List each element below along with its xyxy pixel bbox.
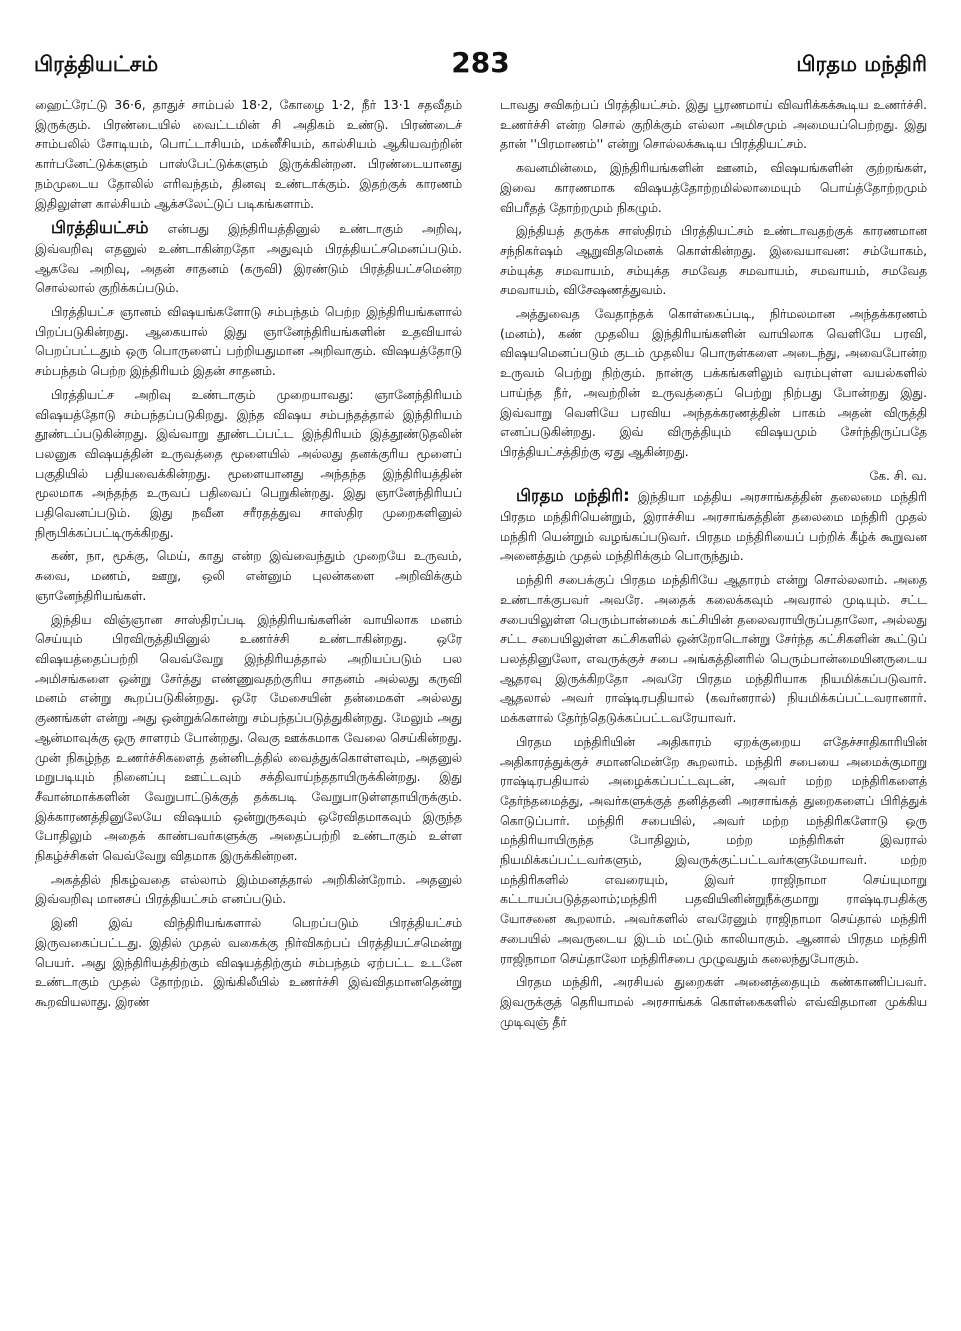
paragraph: இந்திய விஞ்ஞான சாஸ்திரப்படி இந்திரியங்களின் வாயிலாக மனம் செய்யும் பிரவிருத்தியினுல் உணர்ச்சி உண்டாகின்றது. ஒரே விஷயத்தைப்பற்றி வெவ்வேறு இந்திரியத்தால் அறியப்படும் பல அமிசங்களை ஒன்று சேர்த்து எண்ணுவதற்குரிய சாதனம் அல்லது கருவி மனம் என்று கூறப்படுகின்றது. ஒரே மேசையின் தன்மைகள் அல்லது குணங்கள் என்று அது ஒன்றுக்கொன்று சம்பந்தப்படுத்துகின்றது. மேலும் அது ஆன்மாவுக்கு ஒரு சாளரம் போன்றது. வெகு ஊக்கமாக வேலை செய்கின்றது. முன் நிகழ்ந்த உணர்ச்சிகளைத் தன்னிடத்தில் வைத்துக்கொள்ளவும், அதனுல் மறுபடியும் நினைப்பு ஊட்டவும் சக்திவாய்ந்ததாயிருக்கின்றது. இது சீவான்மாக்களின் வேறுபாட்டுக்குத் தக்கபடி வேறுபாடுள்ளதாயிருக்கும். இக்காரணத்தினுலேயே விஷயம் ஒன்றுருகவும் ஒரேவிதமாகவும் இருந்த போதிலும் அதைக் காண்பவர்களுக்கு அதைப்பற்றி உண்டாகும் உள்ள நிகழ்ச்சிகள் வெவ்வேறு விதமாக இருக்கின்றன. bbox=[35, 612, 462, 864]
paragraph: பிரத்தியட்ச ஞானம் விஷயங்களோடு சம்பந்தம் பெற்ற இந்திரியங்களால் பிறப்படுகின்றது. ஆகையால் இது ஞானேந்திரியங்களின் உதவியால் பெறப்பட்டதும் ஒரு பொருளைப் பற்றியதுமான அறிவாகும். விஷயத்தோடு சம்பந்தம் பெற்ற இந்திரியம் இதன் சாதனம். bbox=[35, 305, 462, 379]
entry-body: இந்தியா மத்திய அரசாங்கத்தின் தலைமை மந்திரி பிரதம மந்திரியென்றும், இராச்சிய அரசாங்கத்தின் தலைமை மந்திரி முதல் மந்திரி யென்றும் வழங்கப்படுவர். பிரதம மந்திரியைப் பற்றிக் கீழ்க் கூறுவன அனைத்தும் முதல் மந்திரிக்கும் பொருந்தும். bbox=[500, 490, 927, 564]
paragraph: கண், நா, மூக்கு, மெய், காது என்ற இவ்வைந்தும் முறையே உருவம், சுவை, மணம், ஊறு, ஒலி என்னும் புலன்களை அறிவிக்கும் ஞானேந்திரியங்கள். bbox=[35, 549, 462, 603]
page-header bbox=[34, 44, 927, 84]
paragraph: மந்திரி சபைக்குப் பிரதம மந்திரியே ஆதாரம் என்று சொல்லலாம். அதை உண்டாக்குபவர் அவரே. அதைக் கலைக்கவும் அவரால் முடியும். சட்ட சபையிலுள்ள பெரும்பான்மைக் கட்சியின் தலைவராயிருப்பதாலோ, அல்லது சட்ட சபையிலுள்ள கட்சிகளில் ஒன்றோடொன்று சேர்ந்த கட்சிகளின் கூட்டுப் பலத்தினுலோ, எவருக்குச் சபை அங்கத்தினரில் பெரும்பான்மையினருடைய ஆதரவு இருக்கிறதோ அவரே பிரதம மந்திரியாக நியமிக்கப்படுவார். ஆதலால் அவர் ராஷ்டிரபதியால் (கவர்னரால்) நியமிக்கப்பட்டவரானார். மக்களால் தேர்ந்தெடுக்கப்பட்டவரேயாவர். bbox=[500, 573, 927, 726]
author-initials: கே. சி. வ. bbox=[869, 468, 927, 483]
right-column bbox=[500, 96, 927, 1036]
paragraph: ஹைட்ரேட்டு 36·6, தாதுச் சாம்பல் 18·2, கோழை 1·2, நீர் 13·1 சதவீதம் இருக்கும். பிரண்டையில் வைட்டமின் சி அதிகம் உண்டு. பிரண்டைச் சாம்பலில் சோடியம், பொட்டாசியம், மக்னீசியம், கால்சியம் ஆகியவற்றின் கார்பனேட்டுக்களும் பாஸ்பேட்டுக்களும் இருக்கின்றன. பிரண்டையானது நம்முடைய தோலில் எரிவந்தம், தினவு உண்டாக்கும். இதற்குக் காரணம் இதிலுள்ள கால்சியம் ஆக்சலேட்டுப் படிகங்களாம். bbox=[35, 98, 462, 211]
entry-headword: பிரதம மந்திரி: bbox=[516, 486, 630, 506]
running-head-right: பிரதம மந்திரி bbox=[796, 52, 927, 76]
entry-headword: பிரத்தியட்சம் bbox=[51, 218, 149, 238]
paragraph: இந்தியத் தருக்க சாஸ்திரம் பிரத்தியட்சம் உண்டாவதற்குக் காரணமான சந்நிகர்ஷம் ஆறுவிதமெனக் கொள்கின்றது. இவையாவன: சம்யோகம், சம்யுக்த சமவாயம், சம்யுக்த சமவேத சமவாயம், சமவாயம், சமவேத சமவாயம், விசேஷணத்துவம். bbox=[500, 224, 927, 298]
paragraph: கவனமின்மை, இந்திரியங்களின் ஊனம், விஷயங்களின் குற்றங்கள், இவை காரணமாக விஷயத்தோற்றமில்லாமையும் பொய்த்தோற்றமும் விபரீதத் தோற்றமும் நிகழும். bbox=[500, 161, 927, 215]
entry-prime-minister bbox=[500, 486, 927, 567]
running-head-left: பிரத்தியட்சம் bbox=[34, 52, 159, 76]
paragraph: பிரதம மந்திரியின் அதிகாரம் ஏறக்குறைய எதேச்சாதிகாரியின் அதிகாரத்துக்குச் சமானமென்றே கூறலாம். மந்திரி சபையை அமைக்குமாறு ராஷ்டிரபதியால் அழைக்கப்பட்டவுடன், அவர் மற்ற மந்திரிகளைத் தேர்ந்தமைத்து, அவர்களுக்குத் தனித்தனி அரசாங்கத் துறைகளைப் பிரித்துக் கொடுப்பார். மந்திரி சபையில், அவர் மற்ற மந்திரிகளோடு ஒரு மந்திரியாயிருந்த போதிலும், மற்ற மந்திரிகள் இவரால் நியமிக்கப்பட்டவர்களும், இவருக்குட்பட்டவர்களுமேயாவர். மற்ற மந்திரிகளில் எவரையும், இவர் ராஜிநாமா செய்யுமாறு கட்டாயப்படுத்தலாம்;மந்திரி பதவியினின்றுநீக்குமாறு ராஷ்டிரபதிக்கு யோசனை கூறலாம். அவர்களில் எவரேனும் ராஜிநாமா செய்தால் மந்திரி சபையில் அவருடைய இடம் மட்டும் காலியாகும். ஆனால் பிரதம மந்திரி ராஜிநாமா செய்தாலோ மந்திரிசபை முழுவதும் கலைந்துபோகும். bbox=[500, 734, 927, 966]
page-number: 283 bbox=[451, 46, 510, 79]
paragraph: அகத்தில் நிகழ்வதை எல்லாம் இம்மனத்தால் அறிகின்றோம். அதனுல் இவ்வறிவு மானசப் பிரத்தியட்சம் எனப்படும். bbox=[35, 872, 462, 907]
paragraph: பிரதம மந்திரி, அரசியல் துறைகள் அனைத்தையும் கண்காணிப்பவர். இவருக்குத் தெரியாமல் அரசாங்கக் கொள்கைகளில் எவ்விதமான முக்கிய முடிவுஞ் தீர் bbox=[500, 975, 927, 1029]
paragraph: டாவது சவிகற்பப் பிரத்தியட்சம். இது பூரணமாய் விவரிக்கக்கூடிய உணர்ச்சி. உணர்ச்சி என்ற சொல் குறிக்கும் எல்லா அமிசமும் அமையப்பெற்றது. இது தான் ''பிரமாணம்'' என்று சொல்லக்கூடிய பிரத்தியட்சம். bbox=[500, 98, 927, 152]
left-column bbox=[35, 96, 462, 1017]
entry-body: என்பது இந்திரியத்தினுல் உண்டாகும் அறிவு, இவ்வறிவு எதனுல் உண்டாகின்றதோ அதுவும் பிரத்தியட்சமெனப்படும். ஆகவே அறிவு, அதன் சாதனம் (கருவி) இரண்டும் பிரத்தியட்சமென்ற சொல்லால் குறிக்கப்படும். bbox=[35, 222, 462, 296]
paragraph: பிரத்தியட்ச அறிவு உண்டாகும் முறையாவது: ஞானேந்திரியம் விஷயத்தோடு சம்பந்தப்படுகிறது. இந்த விஷய சம்பந்தத்தால் இந்திரியம் தூண்டப்படுகின்றது. இவ்வாறு தூண்டப்பட்ட இந்திரியம் இத்தூண்டுதலின் பலனுக விஷயத்தின் உருவத்தை மூளையில் அல்லது தனக்குரிய மூளைப் பகுதியில் பதியவைக்கின்றது. மூளையானது அந்தந்த இந்திரியத்தின் மூலமாக அந்தந்த உருவப் பதிவைப் பெறுகின்றது. இது ஞானேந்திரியப் பதிவெனப்படும். இது நவீன சரீரதத்துவ சாஸ்திர முறைகளினுல் நிரூபிக்கப்பட்டிருக்கிறது. bbox=[35, 387, 462, 540]
paragraph: அத்துவைத வேதாந்தக் கொள்கைப்படி, நிர்மலமான அந்தக்கரணம் (மனம்), கண் முதலிய இந்திரியங்களின் வாயிலாக வெளியே பரவி, விஷயமெனப்படும் குடம் முதலிய பொருள்களை அடைந்து, அவைபோன்ற உருவம் பெற்று நிற்கும். நான்கு பக்கங்களிலும் வரம்புள்ள வயல்களில் பாய்ந்த நீர், அவற்றின் உருவத்தைப் பெற்று நிற்பது போன்றது இது. இவ்வாறு வெளியே பரவிய அந்தக்கரணத்தின் பாகம் அதன் விருத்தி எனப்படுகின்றது. இவ் விருத்தியும் விஷயமும் சேர்ந்திருப்பதே பிரத்தியட்சத்திற்கு ஏது ஆகின்றது. bbox=[500, 307, 927, 459]
paragraph: இனி இவ் விந்திரியங்களால் பெறப்படும் பிரத்தியட்சம் இருவகைப்பட்டது. இதில் முதல் வகைக்கு நிர்விகற்பப் பிரத்தியட்சமென்று பெயர். அது இந்திரியத்திற்கும் விஷயத்திற்கும் சம்பந்தம் ஏற்பட்ட உடனே உண்டாகும் முதல் தோற்றம். இங்கிலீயில் உணர்ச்சி இவ்விதமானதென்று கூறவியலாது. இரண் bbox=[35, 916, 462, 1009]
entry-pratyaksha bbox=[35, 218, 462, 299]
